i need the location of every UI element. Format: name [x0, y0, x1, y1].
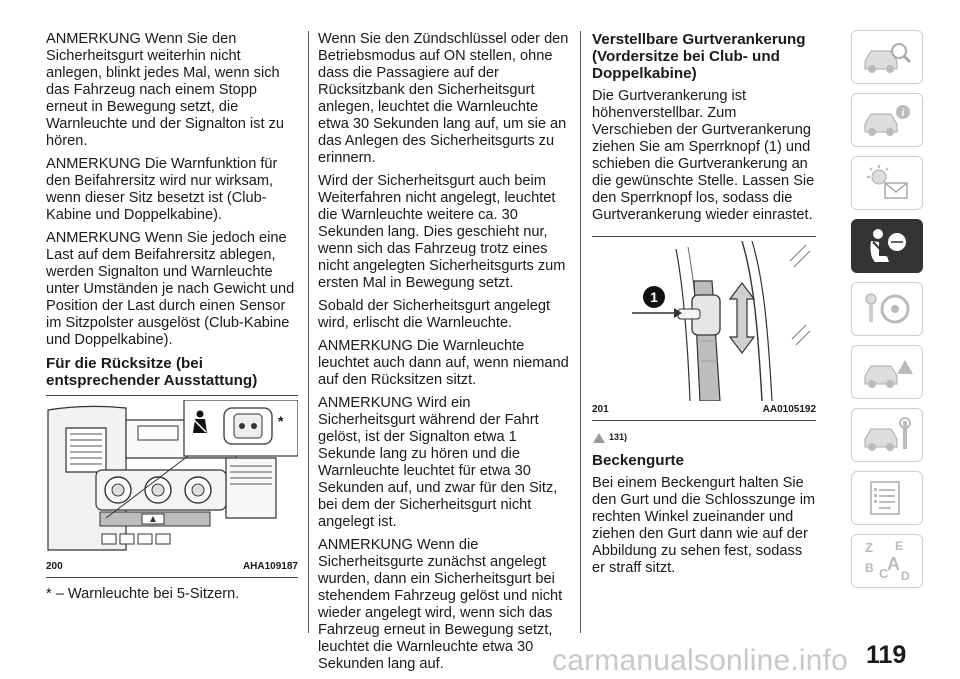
- callout-number: 1: [650, 289, 658, 305]
- svg-text:D: D: [901, 569, 910, 583]
- car-wrench-icon: [861, 417, 913, 453]
- body-paragraph: Wird der Sicherheitsgurt auch beim Weiterfahren nicht angelegt, leuchtet die Warnleuchte weitere ca. 30 Sekunden lang. Dies geschieht nur, wenn sich das Fahrzeug trotz eines nicht angelegten Sicherheitsgurts zum ersten Mal in Bewegung setzt.: [318, 173, 566, 291]
- tab-checklist[interactable]: [851, 471, 923, 525]
- tab-car-warning[interactable]: [851, 345, 923, 399]
- body-paragraph: Die Gurtverankerung ist höhenverstellbar. Zum Verschieben der Gurtverankerung ziehen Sie am Sperrknopf (1) und schieben die Gurtverankerung an die gewünschte Stelle. Lassen Sie den Sperrknopf los, sodass die Gurtverankerung wieder einrastet.: [592, 88, 815, 223]
- body-paragraph: Bei einem Beckengurt halten Sie den Gurt und die Schlosszunge im rechten Winkel zueinander und ziehen den Gurt dann wie auf der Abbildung zu sehen fest, sodass er straff sitzt.: [592, 475, 816, 576]
- column-1: [46, 31, 298, 609]
- column-divider: [580, 31, 581, 633]
- figure-201: [592, 241, 816, 401]
- svg-text:E: E: [895, 539, 904, 553]
- svg-text:i: i: [901, 107, 905, 119]
- section-heading: Beckengurte: [592, 452, 685, 469]
- figure-caption: [592, 401, 816, 421]
- figure-code: AHA109187: [242, 561, 298, 572]
- tab-alphabet-index[interactable]: [851, 534, 923, 588]
- warning-lights-icon: [861, 163, 913, 203]
- car-search-icon: [861, 39, 913, 75]
- figure-number: 200: [46, 561, 63, 572]
- car-topview-icon: [224, 408, 272, 444]
- page-number: 119: [866, 641, 907, 669]
- figure-200: [46, 400, 298, 558]
- column-3: [592, 31, 816, 583]
- column-divider: [308, 31, 309, 633]
- airbag-seat-icon: [861, 226, 913, 266]
- body-paragraph: Sobald der Sicherheitsgurt angelegt wird, erlischt die Warnleuchte.: [318, 298, 551, 331]
- tab-car-info[interactable]: [851, 93, 923, 147]
- figure-caption: [46, 558, 298, 578]
- body-paragraph: Wenn Sie den Zündschlüssel oder den Betriebsmodus auf ON stellen, ohne dass die Passagiere auf der Rücksitzbank den Sicherheitsgurt anlegen, leuchtet die Warnleuchte etwa 30 Sekunden lang auf, um sie an das Anlegen des Sicherheitsgurts zu erinnern.: [318, 31, 569, 166]
- note-paragraph: ANMERKUNG Die Warnleuchte leuchtet auch dann auf, wenn niemand auf den Rücksitzen sitzt.: [318, 338, 569, 388]
- car-info-icon: [861, 102, 913, 138]
- section-heading: Verstellbare Gurtverankerung (Vordersitze bei Club- und Doppelkabine): [592, 31, 806, 82]
- tab-car-wrench[interactable]: [851, 408, 923, 462]
- note-paragraph: ANMERKUNG Wird ein Sicherheitsgurt während der Fahrt gelöst, ist der Signalton etwa 1 Sekunde lang zu hören und die Warnleuchte leuchtet für etwa 30 Sekunden auf, und zwar für den Sitz, bei dem der Sicherheitsgurt nicht angelegt ist.: [318, 395, 558, 530]
- tab-warning-lights[interactable]: [851, 156, 923, 210]
- dashboard-illustration: [46, 400, 298, 558]
- note-paragraph: ANMERKUNG Wenn Sie den Sicherheitsgurt weiterhin nicht anlegen, blinkt jedes Mal, wenn sich das Fahrzeug nach einem Stopp erneut in Bewegung setzt, die Warnleuchte und der Signalton ist zu hören.: [46, 31, 284, 149]
- figure-number: 201: [592, 404, 609, 415]
- section-heading: Für die Rücksitze (bei entsprechender Ausstattung): [46, 355, 258, 389]
- warning-triangle-icon: [592, 432, 606, 444]
- chapter-tabs: [851, 30, 923, 597]
- svg-text:C: C: [879, 566, 889, 581]
- warning-reference: [592, 429, 816, 446]
- watermark: carmanualsonline.info: [552, 644, 849, 677]
- figure-top-rule: [46, 395, 298, 396]
- column-2: [318, 31, 570, 679]
- note-paragraph: ANMERKUNG Wenn Sie jedoch eine Last auf dem Beifahrersitz ablegen, werden Signalton und Warnleuchte unter Umständen je nach Gewicht und Position der Last durch einen Sensor im Sitzpolster ausgelöst (Club-Kabine und Doppelkabine).: [46, 230, 295, 348]
- note-paragraph: ANMERKUNG Wenn die Sicherheitsgurte zunächst angelegt wurden, dann ein Sicherheitsgurt bei stehendem Fahrzeug gelöst und nicht wieder angelegt wird, wenn sich das Fahrzeug erneut in Bewegung setzt, leuchtet die Warnleuchte etwa 30 Sekunden lang auf.: [318, 537, 563, 672]
- key-steering-icon: [861, 289, 913, 329]
- alphabet-index-icon: [861, 538, 913, 584]
- belt-anchor-illustration: [592, 241, 816, 401]
- svg-text:B: B: [865, 561, 874, 575]
- car-warning-icon: [861, 354, 913, 390]
- figure-code: AA0105192: [762, 404, 816, 415]
- footnote: * – Warnleuchte bei 5-Sitzern.: [46, 586, 240, 602]
- tab-car-search[interactable]: [851, 30, 923, 84]
- figure-top-rule: [592, 236, 816, 237]
- tab-key-steering[interactable]: [851, 282, 923, 336]
- warning-ref-number: 131): [609, 432, 628, 442]
- checklist-icon: [861, 478, 913, 518]
- note-paragraph: ANMERKUNG Die Warnfunktion für den Beifahrersitz wird nur wirksam, wenn dieser Sitz besetzt ist (Club-Kabine und Doppelkabine).: [46, 156, 278, 223]
- figure-asterisk: *: [278, 413, 284, 429]
- tab-safety[interactable]: [851, 219, 923, 273]
- svg-text:Z: Z: [865, 540, 873, 555]
- svg-text:A: A: [887, 554, 900, 574]
